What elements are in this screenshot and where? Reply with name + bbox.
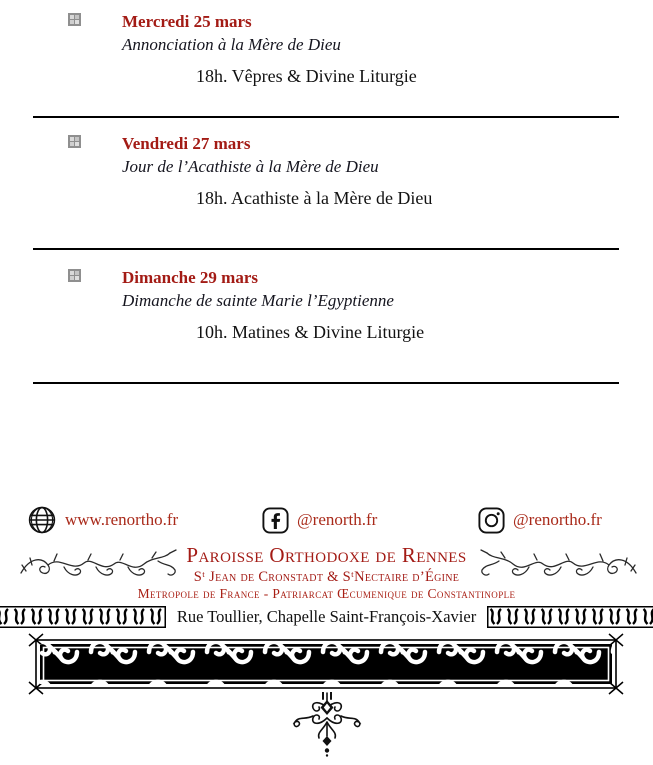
facebook-link[interactable] bbox=[262, 503, 377, 537]
parish-jurisdiction: Metropole de France - Patriarcat Œcumenique de Constantinople bbox=[137, 586, 516, 601]
vine-flourish-icon bbox=[477, 547, 639, 585]
ornamental-banner bbox=[26, 632, 626, 696]
entry-feast: Annonciation à la Mère de Dieu bbox=[122, 35, 341, 54]
globe-icon bbox=[27, 505, 57, 535]
schedule-entry bbox=[0, 132, 653, 210]
divider-rule bbox=[33, 116, 619, 118]
ornament-bullet-icon bbox=[68, 269, 81, 282]
vine-flourish-icon bbox=[18, 547, 180, 585]
social-links-row bbox=[0, 503, 653, 537]
website-label[interactable]: www.renortho.fr bbox=[65, 510, 179, 529]
ornament-strip-icon bbox=[487, 606, 653, 628]
schedule-entry bbox=[0, 10, 653, 88]
instagram-label[interactable]: @renortho.fr bbox=[513, 510, 602, 529]
entry-feast: Dimanche de sainte Marie l’Egyptienne bbox=[122, 291, 394, 310]
entry-date: Mercredi 25 mars bbox=[122, 12, 252, 31]
entry-time: 18h. Vêpres & Divine Liturgie bbox=[196, 66, 417, 86]
entry-time: 10h. Matines & Divine Liturgie bbox=[196, 322, 425, 342]
schedule-entry bbox=[0, 266, 653, 344]
ornament-bullet-icon bbox=[68, 13, 81, 26]
instagram-link[interactable] bbox=[478, 503, 602, 537]
parish-name: Paroisse Orthodoxe de Rennes bbox=[186, 543, 467, 567]
entry-time: 18h. Acathiste à la Mère de Dieu bbox=[196, 188, 433, 208]
entry-date: Vendredi 27 mars bbox=[122, 134, 251, 153]
instagram-icon bbox=[478, 507, 505, 534]
website-link[interactable] bbox=[27, 503, 178, 537]
entry-date: Dimanche 29 mars bbox=[122, 268, 258, 287]
facebook-icon bbox=[262, 507, 289, 534]
entry-feast: Jour de l’Acathiste à la Mère de Dieu bbox=[122, 157, 379, 176]
parish-address: Rue Toullier, Chapelle Saint-François-Xavier bbox=[176, 607, 477, 626]
divider-rule bbox=[33, 248, 619, 250]
facebook-label[interactable]: @renorth.fr bbox=[297, 510, 378, 529]
ornament-bullet-icon bbox=[68, 135, 81, 148]
parish-patrons: Sᵗ Jean de Cronstadt & SᵗNectaire d’Égine bbox=[193, 569, 460, 585]
divider-rule bbox=[33, 382, 619, 384]
address-row bbox=[0, 604, 653, 630]
pendant-ornament-icon bbox=[277, 692, 377, 758]
ornament-strip-icon bbox=[0, 606, 166, 628]
